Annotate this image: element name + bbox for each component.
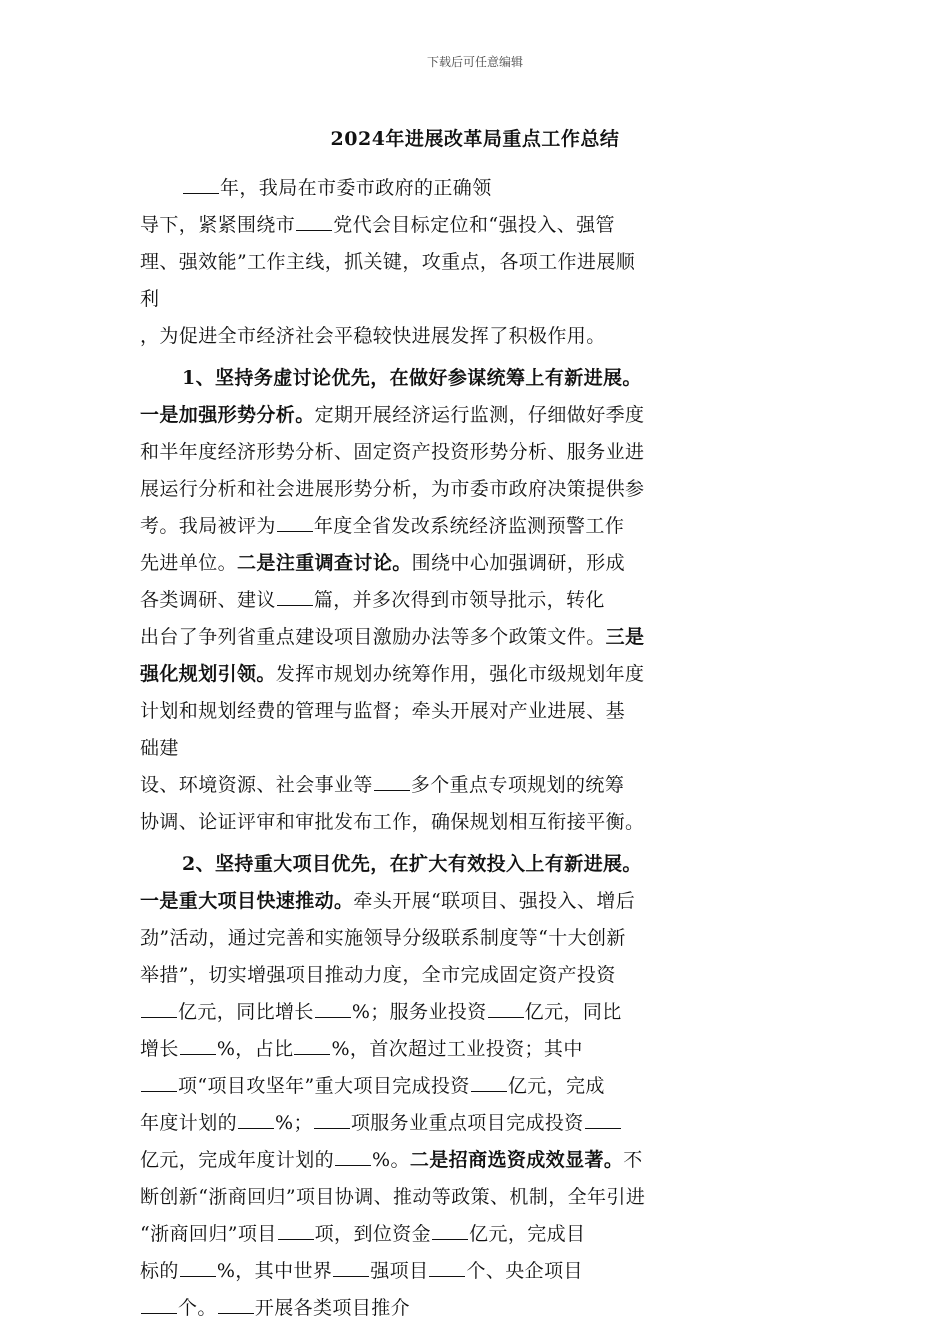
fill-in-blank <box>277 585 313 606</box>
bold-heading-text: 1、坚持务虚讨论优先，在做好参谋统筹上有新进展。 <box>182 367 642 389</box>
bold-heading-text: 强化规划引领。 <box>140 663 276 685</box>
text-line <box>140 281 830 318</box>
fill-in-blank <box>180 1256 216 1277</box>
bold-heading-text: 2、坚持重大项目优先，在扩大有效投入上有新进展。 <box>182 853 642 875</box>
text-line <box>140 244 830 281</box>
body-text: 考。我局被评为 <box>140 515 276 537</box>
document-body <box>140 170 830 1332</box>
body-text: 协调、论证评审和审批发布工作，确保规划相互衔接平衡。 <box>140 811 645 833</box>
text-line <box>140 1216 830 1253</box>
body-text: 举措”，切实增强项目推动力度，全市完成固定资产投资 <box>140 964 616 986</box>
text-line <box>140 846 830 883</box>
text-line <box>140 1031 830 1068</box>
fill-in-blank <box>141 997 177 1018</box>
body-text: %，首次超过工业投资；其中 <box>331 1038 583 1060</box>
header-note: 下载后可任意编辑 <box>426 55 523 69</box>
fill-in-blank <box>585 1108 621 1129</box>
text-line <box>140 693 830 730</box>
text-line <box>140 920 830 957</box>
text-line <box>140 1068 830 1105</box>
body-text: 和半年度经济形势分析、固定资产投资形势分析、服务业进 <box>140 441 645 463</box>
text-line <box>140 397 830 434</box>
body-text: 先进单位。 <box>140 552 238 574</box>
text-line <box>140 434 830 471</box>
fill-in-blank <box>488 997 524 1018</box>
fill-in-blank <box>471 1071 507 1092</box>
bold-heading-text: 二是招商选资成效显著。 <box>409 1149 624 1171</box>
text-line <box>140 1179 830 1216</box>
fill-in-blank <box>314 1108 350 1129</box>
body-text: 个。 <box>178 1297 217 1319</box>
paragraph <box>140 846 830 1327</box>
fill-in-blank <box>141 1293 177 1314</box>
body-text: 导下，紧紧围绕市 <box>140 214 296 236</box>
body-text: %，其中世界 <box>216 1260 333 1282</box>
text-line <box>140 730 830 767</box>
body-text: 计划和规划经费的管理与监督；牵头开展对产业进展、基 <box>140 700 626 722</box>
text-line <box>140 1253 830 1290</box>
text-line <box>140 994 830 1031</box>
body-text: %；服务业投资 <box>351 1001 487 1023</box>
body-text: 个、央企项目 <box>466 1260 583 1282</box>
text-line <box>140 656 830 693</box>
body-text: 年度全省发改系统经济监测预警工作 <box>313 515 625 537</box>
fill-in-blank <box>296 210 332 231</box>
text-line <box>140 360 830 397</box>
paragraph <box>140 170 830 355</box>
body-text: 展运行分析和社会进展形势分析，为市委市政府决策提供参 <box>140 478 645 500</box>
body-text: 理、强效能”工作主线，抓关键，攻重点，各项工作进展顺 <box>140 251 636 273</box>
text-line <box>140 767 830 804</box>
text-line <box>140 582 830 619</box>
body-text: 亿元，完成 <box>507 1075 605 1097</box>
body-text: 党代会目标定位和“强投入、强管 <box>333 214 615 236</box>
text-line <box>140 883 830 920</box>
body-text: 劲”活动，通过完善和实施领导分级联系制度等“十大创新 <box>140 927 626 949</box>
body-text: 断创新“浙商回归”项目协调、推动等政策、机制，全年引进 <box>140 1186 646 1208</box>
body-text: 年度计划的 <box>140 1112 238 1134</box>
fill-in-blank <box>315 997 351 1018</box>
document-title: 2024年进展改革局重点工作总结 <box>330 128 620 150</box>
fill-in-blank <box>432 1219 468 1240</box>
fill-in-blank <box>278 1219 314 1240</box>
body-text: 项服务业重点项目完成投资 <box>350 1112 584 1134</box>
body-text: %，占比 <box>216 1038 294 1060</box>
text-line <box>140 318 830 355</box>
fill-in-blank <box>374 770 410 791</box>
body-text: 础建 <box>140 737 179 759</box>
body-text: 标的 <box>140 1260 179 1282</box>
text-line <box>140 1142 830 1179</box>
text-line <box>140 804 830 841</box>
body-text: 强项目 <box>370 1260 429 1282</box>
fill-in-blank <box>218 1293 254 1314</box>
body-text: 定期开展经济运行监测，仔细做好季度 <box>314 404 645 426</box>
text-line <box>140 545 830 582</box>
fill-in-blank <box>141 1071 177 1092</box>
body-text: ，为促进全市经济社会平稳较快进展发挥了积极作用。 <box>140 325 606 347</box>
text-line <box>140 957 830 994</box>
fill-in-blank <box>335 1145 371 1166</box>
body-text: 增长 <box>140 1038 179 1060</box>
body-text: 开展各类项目推介 <box>254 1297 411 1319</box>
paragraph <box>140 360 830 841</box>
body-text: 围绕中心加强调研，形成 <box>411 552 626 574</box>
text-line <box>140 1290 830 1327</box>
text-line <box>140 508 830 545</box>
fill-in-blank <box>180 1034 216 1055</box>
text-line <box>140 207 830 244</box>
body-text: 发挥市规划办统筹作用，强化市级规划年度 <box>275 663 645 685</box>
body-text: 亿元，完成年度计划的 <box>140 1149 335 1171</box>
bold-heading-text: 一是加强形势分析。 <box>140 404 315 426</box>
body-text: 亿元，同比增长 <box>178 1001 314 1023</box>
body-text: 亿元，同比 <box>524 1001 622 1023</box>
body-text: “浙商回归”项目 <box>140 1223 277 1245</box>
body-text: 多个重点专项规划的统筹 <box>410 774 625 796</box>
bold-heading-text: 三是 <box>605 626 645 648</box>
body-text: 不 <box>623 1149 643 1171</box>
body-text: 牵头开展“联项目、强投入、增后 <box>353 890 636 912</box>
fill-in-blank <box>333 1256 369 1277</box>
text-line <box>140 1105 830 1142</box>
body-text: 亿元，完成目 <box>469 1223 586 1245</box>
text-line <box>140 471 830 508</box>
bold-heading-text: 一是重大项目快速推动。 <box>140 890 354 912</box>
body-text: 项“项目攻坚年”重大项目完成投资 <box>178 1075 470 1097</box>
fill-in-blank <box>183 173 219 194</box>
text-line <box>140 619 830 656</box>
body-text: %； <box>275 1112 313 1134</box>
fill-in-blank <box>277 511 313 532</box>
body-text: 篇，并多次得到市领导批示，转化 <box>313 589 605 611</box>
text-line <box>140 170 830 207</box>
fill-in-blank <box>429 1256 465 1277</box>
body-text: 利 <box>140 288 160 310</box>
body-text: %。 <box>372 1149 410 1171</box>
bold-heading-text: 二是注重调查讨论。 <box>237 552 412 574</box>
body-text: 各类调研、建议 <box>140 589 276 611</box>
fill-in-blank <box>294 1034 330 1055</box>
body-text: 年，我局在市委市政府的正确领 <box>220 177 492 199</box>
body-text: 项，到位资金 <box>314 1223 432 1245</box>
body-text: 设、环境资源、社会事业等 <box>140 774 373 796</box>
body-text: 出台了争列省重点建设项目激励办法等多个政策文件。 <box>140 626 606 648</box>
fill-in-blank <box>238 1108 274 1129</box>
